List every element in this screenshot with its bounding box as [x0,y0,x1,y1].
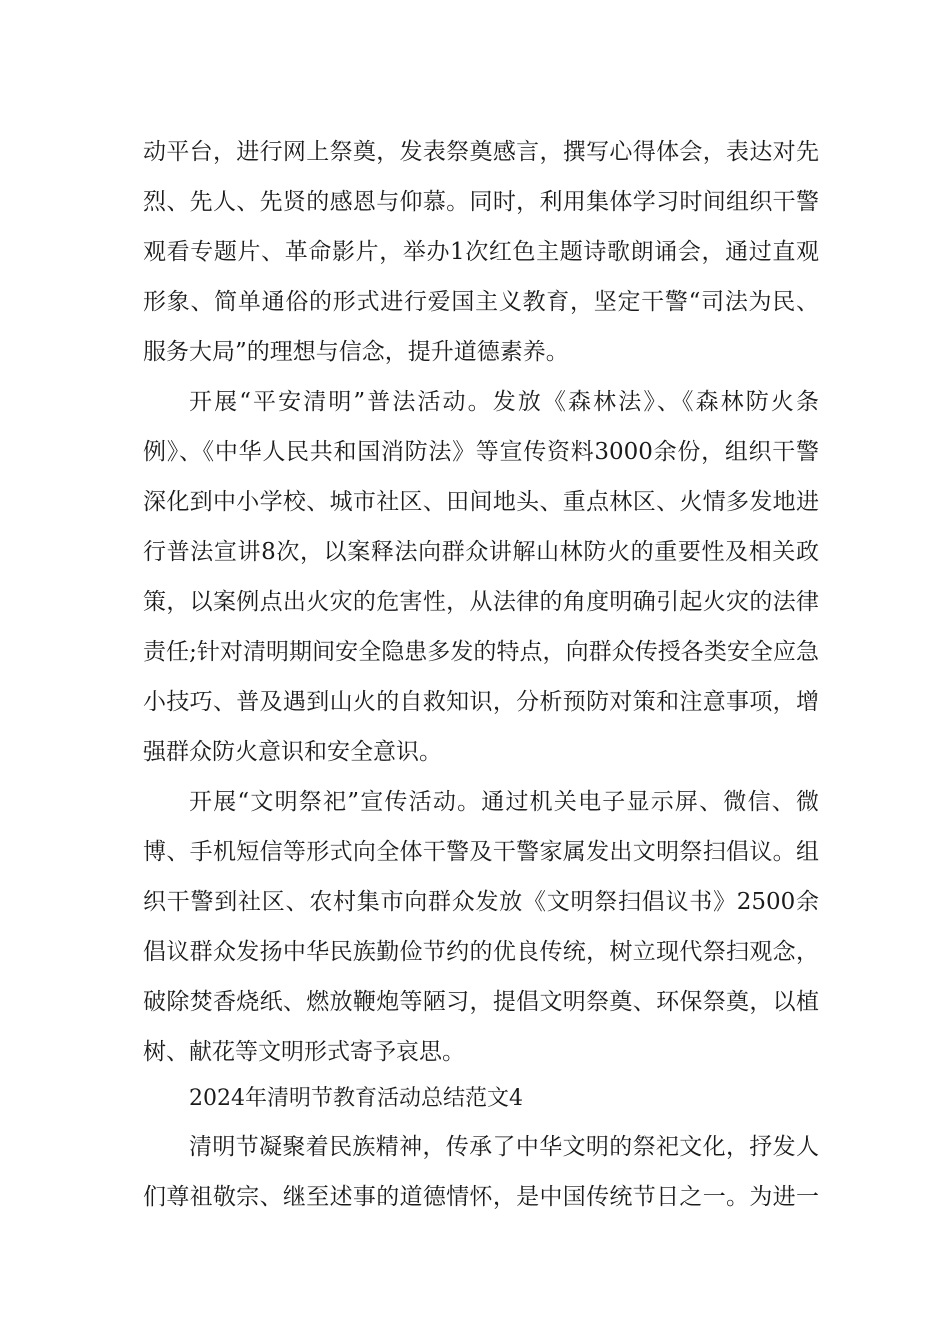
paragraph-line: 动平台，进行网上祭奠，发表祭奠感言，撰写心得体会，表达对先 [143,139,819,165]
section-heading: 2024年清明节教育活动总结范文4 [189,1086,523,1111]
paragraph-line: 清明节凝聚着民族精神，传承了中华文明的祭祀文化，抒发人 [189,1134,819,1160]
paragraph-line: 倡议群众发扬中华民族勤俭节约的优良传统，树立现代祭扫观念， [143,939,819,965]
paragraph-line: 破除焚香烧纸、燃放鞭炮等陋习，提倡文明祭奠、环保祭奠，以植 [143,989,819,1015]
paragraph-line: 强群众防火意识和安全意识。 [143,739,442,765]
paragraph-line: 行普法宣讲8次，以案释法向群众讲解山林防火的重要性及相关政 [143,539,819,565]
paragraph-line: 博、手机短信等形式向全体干警及干警家属发出文明祭扫倡议。组 [143,839,819,865]
paragraph-line: 策，以案例点出火灾的危害性，从法律的角度明确引起火灾的法律 [143,589,819,615]
paragraph-line: 树、献花等文明形式寄予哀思。 [143,1039,465,1065]
paragraph-line: 开展“文明祭祀”宣传活动。通过机关电子显示屏、微信、微 [189,789,819,815]
paragraph-line: 们尊祖敬宗、继至述事的道德情怀，是中国传统节日之一。为进一 [143,1184,819,1210]
paragraph-line: 开展“平安清明”普法活动。发放《森林法》、《森林防火条 [189,389,819,415]
paragraph-line: 织干警到社区、农村集市向群众发放《文明祭扫倡议书》2500余 [143,889,819,915]
paragraph-line: 观看专题片、革命影片，举办1次红色主题诗歌朗诵会，通过直观 [143,239,819,265]
paragraph-line: 责任;针对清明期间安全隐患多发的特点，向群众传授各类安全应急 [143,639,819,665]
paragraph-line: 例》、《中华人民共和国消防法》等宣传资料3000余份，组织干警 [143,439,819,465]
paragraph-line: 形象、简单通俗的形式进行爱国主义教育，坚定干警“司法为民、 [143,289,819,315]
paragraph-line: 服务大局”的理想与信念，提升道德素养。 [143,339,569,365]
paragraph-line: 烈、先人、先贤的感恩与仰慕。同时，利用集体学习时间组织干警 [143,189,819,215]
paragraph-line: 深化到中小学校、城市社区、田间地头、重点林区、火情多发地进 [143,489,819,515]
paragraph-line: 小技巧、普及遇到山火的自救知识，分析预防对策和注意事项，增 [143,689,819,715]
